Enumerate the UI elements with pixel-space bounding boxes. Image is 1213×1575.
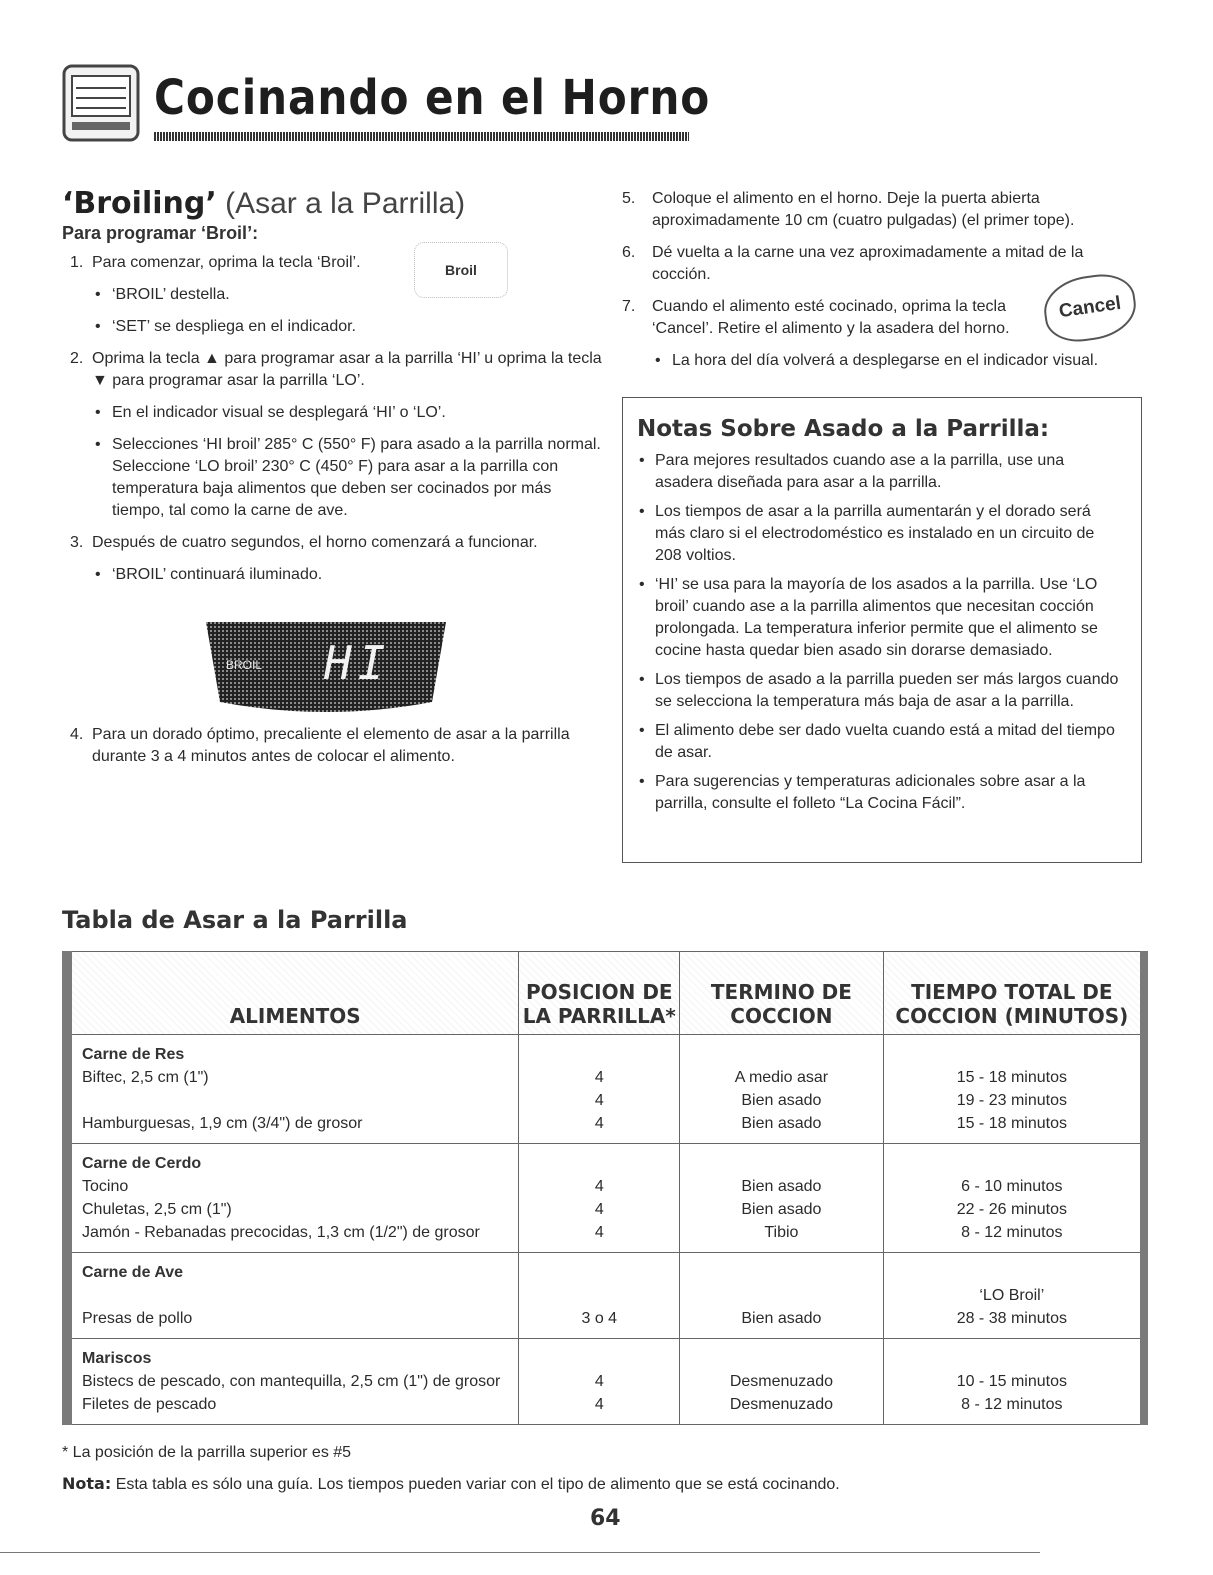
footnote: * La posición de la parrilla superior es #5 [62, 1444, 352, 1461]
page-number: 64 [590, 1506, 621, 1531]
step-number: 6. [622, 244, 636, 261]
cell-line: 15 - 18 minutos [956, 1115, 1067, 1132]
table-row-group [67, 1339, 1144, 1425]
note-item: • Los tiempos de asado a la parrilla pueden ser más largos cuando se selecciona la temperatura más baja de asar a la parrilla. [637, 669, 1123, 713]
cell-line: 4 [594, 1115, 604, 1132]
step-5 [622, 188, 1142, 232]
cell-tiempo [883, 1144, 1144, 1253]
note-item: • Los tiempos de asar a la parrilla aumentarán y el dorado será más claro si el electrodoméstico es instalado en un circuito de 208 voltios. [637, 501, 1123, 567]
table-row-group [67, 1035, 1144, 1144]
cell-line: Biftec, 2,5 cm (1") [82, 1069, 209, 1086]
step-2 [62, 348, 602, 392]
header-posicion: POSICION DE LA PARRILLA* [519, 952, 680, 1035]
cell-line: 8 - 12 minutos [961, 1224, 1063, 1241]
step-bullet: • ‘SET’ se despliega en el indicador. [62, 316, 602, 338]
note-item: • ‘HI’ se usa para la mayoría de los asados a la parrilla. Use ‘LO broil’ cuando ase a la parrilla alimentos que necesitan cocción prolongada. La temperatura inferior permite que el alimento se cocine hasta quedar bien asado sin dorarse demasiado. [637, 574, 1123, 662]
step-number: 5. [622, 190, 636, 207]
table-row-group [67, 1253, 1144, 1339]
cell-line: 4 [594, 1224, 604, 1241]
broil-key-icon: Broil [414, 242, 508, 298]
spacer [680, 1043, 882, 1066]
page-title: Cocinando en el Horno [154, 70, 711, 126]
cell-termino [680, 1035, 883, 1144]
cell-posicion [519, 1253, 680, 1339]
cell-line: Desmenuzado [729, 1396, 833, 1413]
cell-line [680, 1284, 882, 1307]
broil-table [62, 951, 1148, 1425]
step-bullet: • La hora del día volverá a desplegarse en el indicador visual. [622, 350, 1142, 372]
cell-line: Presas de pollo [82, 1310, 193, 1327]
program-broil-subheading: Para programar ‘Broil’: [62, 223, 259, 243]
header-alimentos: ALIMENTOS [67, 952, 519, 1035]
cell-posicion [519, 1339, 680, 1425]
spacer [884, 1043, 1140, 1066]
spacer [519, 1043, 679, 1066]
broil-heading-bold: ‘Broiling’ [62, 186, 217, 221]
cell-line: 19 - 23 minutos [956, 1092, 1067, 1109]
step-6 [622, 242, 1142, 286]
cell-line: 4 [594, 1373, 604, 1390]
cell-tiempo [883, 1339, 1144, 1425]
note-item: • El alimento debe ser dado vuelta cuando está a mitad del tiempo de asar. [637, 720, 1123, 764]
cell-termino [680, 1253, 883, 1339]
spacer [519, 1261, 679, 1284]
step-number: 3. [70, 534, 84, 551]
spacer [884, 1152, 1140, 1175]
cell-line: Chuletas, 2,5 cm (1") [82, 1201, 232, 1218]
step-number: 7. [622, 298, 636, 315]
cell-alimento [67, 1253, 519, 1339]
cell-line: 4 [594, 1178, 604, 1195]
table-note [62, 1474, 840, 1494]
header-termino: TERMINO DE COCCION [680, 952, 883, 1035]
cell-line: 4 [594, 1069, 604, 1086]
step-1 [62, 252, 602, 274]
header-tiempo: TIEMPO TOTAL DE COCCION (MINUTOS) [883, 952, 1144, 1035]
step-4 [62, 724, 602, 768]
note-item: • Para sugerencias y temperaturas adicionales sobre asar a la parrilla, consulte el folleto “La Cocina Fácil”. [637, 771, 1123, 815]
cell-line: 15 - 18 minutos [956, 1069, 1067, 1086]
cell-line [519, 1284, 679, 1307]
cell-alimento [67, 1339, 519, 1425]
cell-termino [680, 1144, 883, 1253]
step-text: Cuando el alimento esté cocinado, oprima la tecla ‘Cancel’. Retire el alimento y la asadera del horno. [652, 298, 1010, 337]
cell-line: Jamón - Rebanadas precocidas, 1,3 cm (1/2") de grosor [82, 1224, 480, 1241]
cell-line: 10 - 15 minutos [956, 1373, 1067, 1390]
spacer [884, 1347, 1140, 1370]
page-header [62, 52, 711, 152]
cell-alimento [67, 1144, 519, 1253]
cell-termino [680, 1339, 883, 1425]
broil-notes-box [622, 397, 1142, 863]
oven-display-panel [202, 618, 450, 718]
step-text: Después de cuatro segundos, el horno comenzará a funcionar. [92, 534, 538, 551]
cell-line: Bien asado [741, 1178, 822, 1195]
title-underline [154, 132, 689, 141]
step-number: 1. [70, 254, 84, 271]
food-category: Carne de Ave [82, 1264, 184, 1281]
cell-line [82, 1284, 512, 1307]
step-number: 4. [70, 726, 84, 743]
cell-line: 3 o 4 [581, 1310, 618, 1327]
cell-line: 6 - 10 minutos [961, 1178, 1063, 1195]
cell-posicion [519, 1144, 680, 1253]
spacer [680, 1152, 882, 1175]
cancel-key-icon: Cancel [1040, 270, 1140, 346]
cell-line: 4 [594, 1092, 604, 1109]
cell-line: 4 [594, 1396, 604, 1413]
cell-line: Filetes de pescado [82, 1396, 217, 1413]
step-bullet: • Selecciones ‘HI broil’ 285° C (550° F) para asado a la parrilla normal. Seleccione ‘LO broil’ 230° C (450° F) para asar a la parrilla con temperatura baja alimentos que deben ser cocinados por más tiempo, tal como la carne de ave. [62, 434, 602, 522]
broil-instructions-continued [622, 188, 1142, 382]
display-broil-label: BROIL [226, 658, 263, 672]
step-bullet: • ‘BROIL’ continuará iluminado. [62, 564, 602, 586]
notes-title: Notas Sobre Asado a la Parrilla: [637, 416, 1050, 442]
step-text: Para un dorado óptimo, precaliente el elemento de asar a la parrilla durante 3 a 4 minutos antes de colocar el alimento. [92, 726, 570, 765]
food-category: Carne de Cerdo [82, 1155, 202, 1172]
food-category: Mariscos [82, 1350, 152, 1367]
spacer [519, 1152, 679, 1175]
spacer [519, 1347, 679, 1370]
table-row-group [67, 1144, 1144, 1253]
cell-line: A medio asar [734, 1069, 829, 1086]
cell-posicion [519, 1035, 680, 1144]
cell-line: Hamburguesas, 1,9 cm (3/4") de grosor [82, 1115, 363, 1132]
note-label: Nota: [62, 1474, 112, 1493]
cell-line: Tocino [82, 1178, 129, 1195]
spacer [884, 1261, 1140, 1284]
step-text: Coloque el alimento en el horno. Deje la puerta abierta aproximadamente 10 cm (cuatro pulgadas) (el primer tope). [652, 190, 1075, 229]
broil-instructions [62, 186, 602, 778]
cell-line: Bien asado [741, 1310, 822, 1327]
step-bullet: • ‘BROIL’ destella. [62, 284, 602, 306]
note-item: • Para mejores resultados cuando ase a la parrilla, use una asadera diseñada para asar a la parrilla. [637, 450, 1123, 494]
step-text: Para comenzar, oprima la tecla ‘Broil’. [92, 254, 361, 271]
broil-heading [62, 186, 602, 221]
bottom-rule [0, 1552, 1040, 1553]
cell-line: Bien asado [741, 1201, 822, 1218]
display-value: HI [324, 636, 392, 690]
table-title: Tabla de Asar a la Parrilla [62, 906, 408, 934]
cell-tiempo [883, 1035, 1144, 1144]
cell-line: Tibio [764, 1224, 799, 1241]
step-3 [62, 532, 602, 554]
oven-icon [62, 64, 140, 142]
spacer [680, 1347, 882, 1370]
note-text: Esta tabla es sólo una guía. Los tiempos pueden variar con el tipo de alimento que se está cocinando. [115, 1476, 840, 1493]
cell-line: 4 [594, 1201, 604, 1218]
cell-line: 22 - 26 minutos [956, 1201, 1067, 1218]
step-number: 2. [70, 350, 84, 367]
table-body [67, 1035, 1144, 1425]
food-category: Carne de Res [82, 1046, 185, 1063]
cell-line [82, 1089, 512, 1112]
step-text: Oprima la tecla ▲ para programar asar a la parrilla ‘HI’ u oprima la tecla ▼ para programar asar la parrilla ‘LO’. [92, 350, 602, 389]
cell-line: Bistecs de pescado, con mantequilla, 2,5 cm (1") de grosor [82, 1373, 501, 1390]
broil-heading-rest: (Asar a la Parrilla) [225, 187, 466, 220]
cell-line: ‘LO Broil’ [979, 1287, 1045, 1304]
table-header-row [67, 952, 1144, 1035]
cell-alimento [67, 1035, 519, 1144]
step-text: Dé vuelta a la carne una vez aproximadamente a mitad de la cocción. [652, 244, 1084, 283]
cell-line: 28 - 38 minutos [956, 1310, 1067, 1327]
cell-line: Bien asado [741, 1092, 822, 1109]
step-bullet: • En el indicador visual se desplegará ‘HI’ o ‘LO’. [62, 402, 602, 424]
cell-line: 8 - 12 minutos [961, 1396, 1063, 1413]
cell-tiempo [883, 1253, 1144, 1339]
cell-line: Desmenuzado [729, 1373, 833, 1390]
cell-line: Bien asado [741, 1115, 822, 1132]
spacer [680, 1261, 882, 1284]
